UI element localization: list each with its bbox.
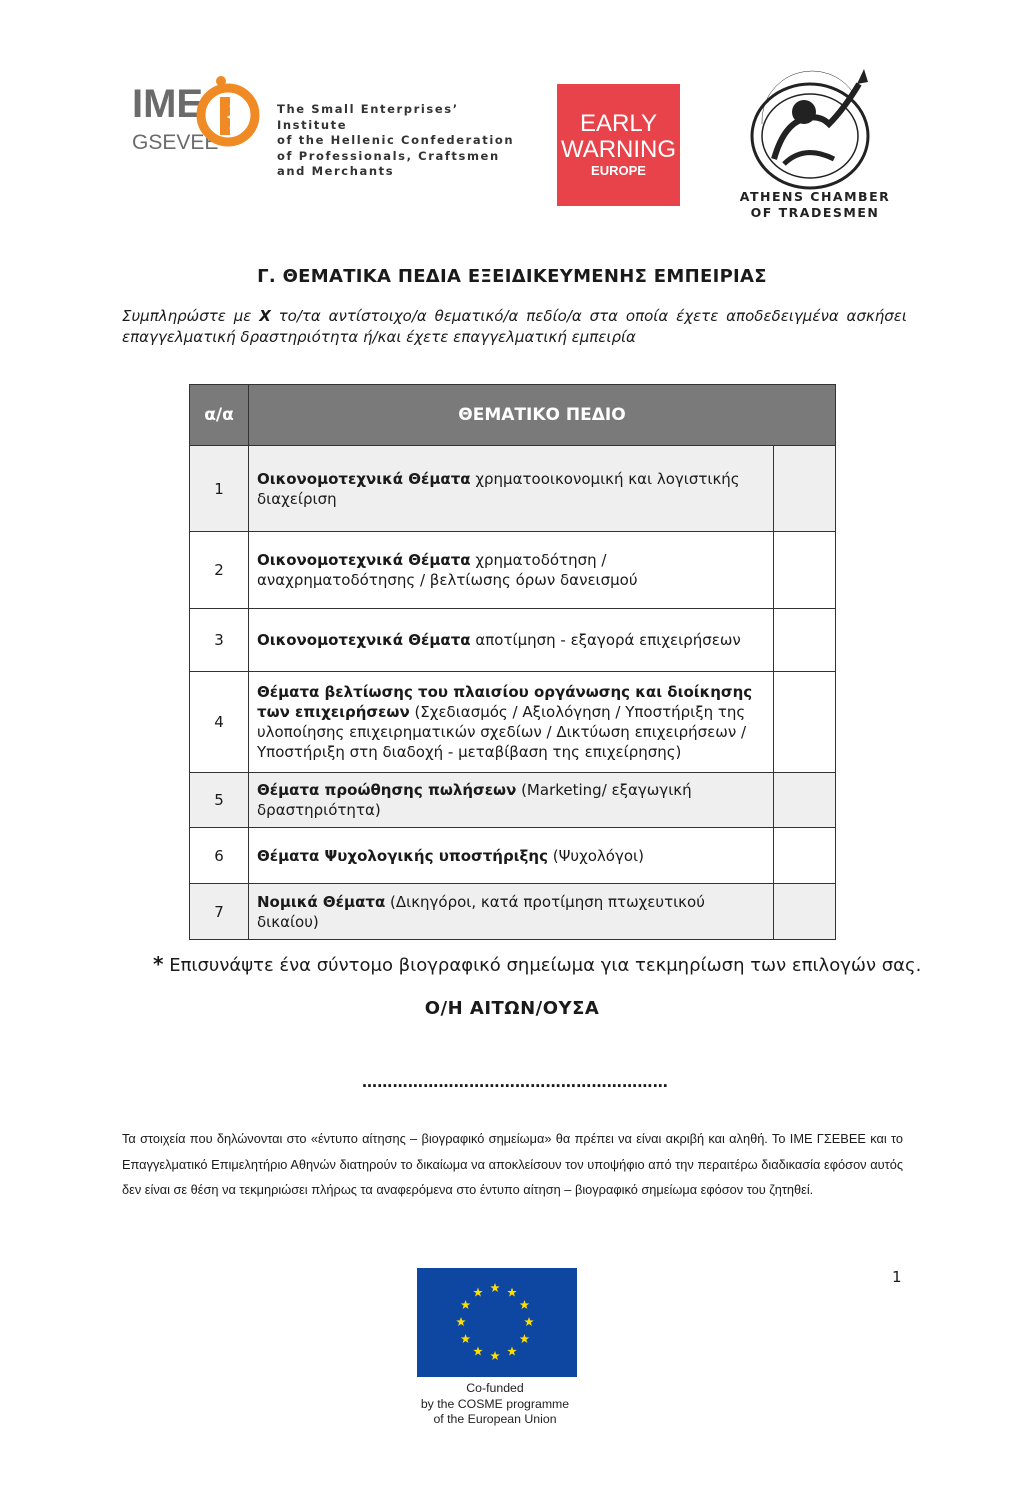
table-row (190, 672, 836, 773)
row-mark-checkbox[interactable] (774, 884, 836, 940)
section-title: Γ. ΘΕΜΑΤΙΚΑ ΠΕΔΙΑ ΕΞΕΙΔΙΚΕΥΜΕΝΗΣ ΕΜΠΕΙΡΙΑΣ (257, 266, 767, 287)
table-row (190, 884, 836, 940)
row-mark-checkbox[interactable] (774, 828, 836, 884)
row-description (249, 532, 774, 609)
row-field-text: χρηματοοικονομική και λογιστικής διαχείριση (257, 469, 740, 508)
ime-description-line: of Professionals, Craftsmen (277, 148, 500, 163)
table-row (190, 828, 836, 884)
table-header-row (190, 385, 836, 446)
row-field-bold: Θέματα Ψυχολογικής υποστήριξης (257, 846, 548, 865)
row-mark-checkbox[interactable] (774, 609, 836, 672)
header-aa: α/α (190, 385, 249, 446)
row-number: 1 (190, 446, 249, 532)
table-row (190, 446, 836, 532)
instructions-text: Συμπληρώστε με (122, 307, 260, 325)
note-text: Επισυνάψτε ένα σύντομο βιογραφικό σημείωμα για τεκμηρίωση των επιλογών σας. (163, 955, 922, 976)
chamber-name-line: OF TRADESMEN (750, 205, 880, 220)
eu-cofunded-caption (400, 1381, 590, 1428)
row-description (249, 446, 774, 532)
row-field-bold: Θέματα προώθησης πωλήσεων (257, 781, 517, 799)
eu-caption-line: of the European Union (433, 1412, 557, 1426)
ew-logo-line: EARLY (580, 110, 657, 137)
row-mark-checkbox[interactable] (774, 773, 836, 828)
row-field-bold: Οικονομοτεχνικά Θέματα (257, 469, 471, 488)
row-field-bold: Νομικά Θέματα (257, 892, 386, 911)
row-field-bold: Οικονομοτεχνικά Θέματα (257, 631, 471, 649)
row-field-text: (Ψυχολόγοι) (547, 846, 644, 865)
applicant-label: Ο/Η ΑΙΤΩΝ/ΟΥΣΑ (424, 998, 600, 1019)
ime-gsevee-logo (130, 75, 260, 155)
row-field-text: (Σχεδιασμός / Αξιολόγηση / Υποστήριξη της υλοποίησης επιχειρηματικών σχεδίων / Δικτύωση επιχειρήσεων / Υποστήριξη στη διαδοχή - μεταβίβαση της επιχείρησης) (257, 703, 747, 761)
row-description (249, 828, 774, 884)
row-number: 7 (190, 884, 249, 940)
ew-logo-line: EUROPE (591, 163, 646, 178)
row-number: 6 (190, 828, 249, 884)
ime-description-line: of the Hellenic Confederation (277, 133, 515, 147)
row-field-text: χρηματοδότηση / αναχρηματοδότησης / βελτίωσης όρων δανεισμού (257, 551, 638, 589)
disclaimer (122, 1126, 903, 1203)
eu-flag-icon (417, 1268, 577, 1377)
table-row (190, 773, 836, 828)
instructions-text: το/τα αντίστοιχο/α θεματικό/α πεδίο/α στα οποία έχετε αποδεδειγμένα ασκήσει επαγγελματική δραστηριότητα ή/και έχετε επαγγελματική εμπειρία (122, 307, 907, 346)
ime-institute-description (277, 102, 514, 180)
row-field-text: (Marketing/ εξαγωγική δραστηριότητα) (257, 781, 692, 819)
athens-chamber-name (735, 189, 895, 221)
table-row (190, 609, 836, 672)
row-mark-checkbox[interactable] (774, 532, 836, 609)
row-number: 2 (190, 532, 249, 609)
ime-logo-brand-top: IME (132, 82, 204, 126)
thematic-fields-table (189, 384, 836, 940)
row-number: 5 (190, 773, 249, 828)
row-number: 3 (190, 609, 249, 672)
attachment-note (153, 952, 921, 976)
disclaimer-paragraph: Τα στοιχεία που δηλώνονται στο «έντυπο αίτησης – βιογραφικό σημείωμα» θα πρέπει να είναι ακριβή και αληθή. Το ΙΜΕ ΓΣΕΒΕΕ και το Επαγγελματικό Επιμελητήριο Αθηνών διατηρούν το δικαίωμα να αποκλείσουν τον υποψήφιο από την περαιτέρω διαδικασία εφόσον αυτός δεν είναι σε θέση να τεκμηριώσει πλήρως τα αναφερόμενα στο έντυπο αίτηση – βιογραφικό σημείωμα εφόσον του ζητηθεί. (122, 1131, 903, 1197)
page-number: 1 (892, 1268, 902, 1286)
row-field-text: αποτίμηση - εξαγορά επιχειρήσεων (470, 631, 741, 649)
row-field-bold: Οικονομοτεχνικά Θέματα (257, 551, 471, 569)
eu-caption-line: Co-funded (466, 1381, 524, 1395)
instructions-x-mark: Χ (259, 307, 271, 325)
ime-description-line: The Small Enterprises’ (277, 102, 459, 116)
table-row (190, 532, 836, 609)
row-description (249, 672, 774, 773)
row-field-bold: Θέματα βελτίωσης του πλαισίου οργάνωσης και διοίκησης των επιχειρήσεων (257, 683, 753, 721)
early-warning-europe-logo (557, 84, 680, 206)
ew-logo-line: WARNING (560, 136, 677, 163)
signature-line: …………………………………………………… (362, 1073, 668, 1091)
row-number: 4 (190, 672, 249, 773)
ime-description-line: Institute (277, 117, 348, 132)
ime-description-line: and Merchants (277, 164, 395, 178)
eu-caption-line: by the COSME programme (420, 1396, 570, 1411)
row-description (249, 773, 774, 828)
chamber-name-line: ATHENS CHAMBER (739, 189, 891, 204)
ime-logo-brand-bottom: GSEVEE (132, 131, 219, 154)
instructions (122, 306, 907, 348)
row-field-text: (Δικηγόροι, κατά προτίμηση πτωχευτικού δικαίου) (257, 892, 705, 931)
row-mark-checkbox[interactable] (774, 446, 836, 532)
row-description (249, 884, 774, 940)
row-mark-checkbox[interactable] (774, 672, 836, 773)
prometheus-seal-icon (744, 64, 889, 194)
row-description (249, 609, 774, 672)
header-thematic-field: ΘΕΜΑΤΙΚΟ ΠΕΔΙΟ (249, 385, 836, 446)
note-asterisk: * (153, 952, 164, 976)
